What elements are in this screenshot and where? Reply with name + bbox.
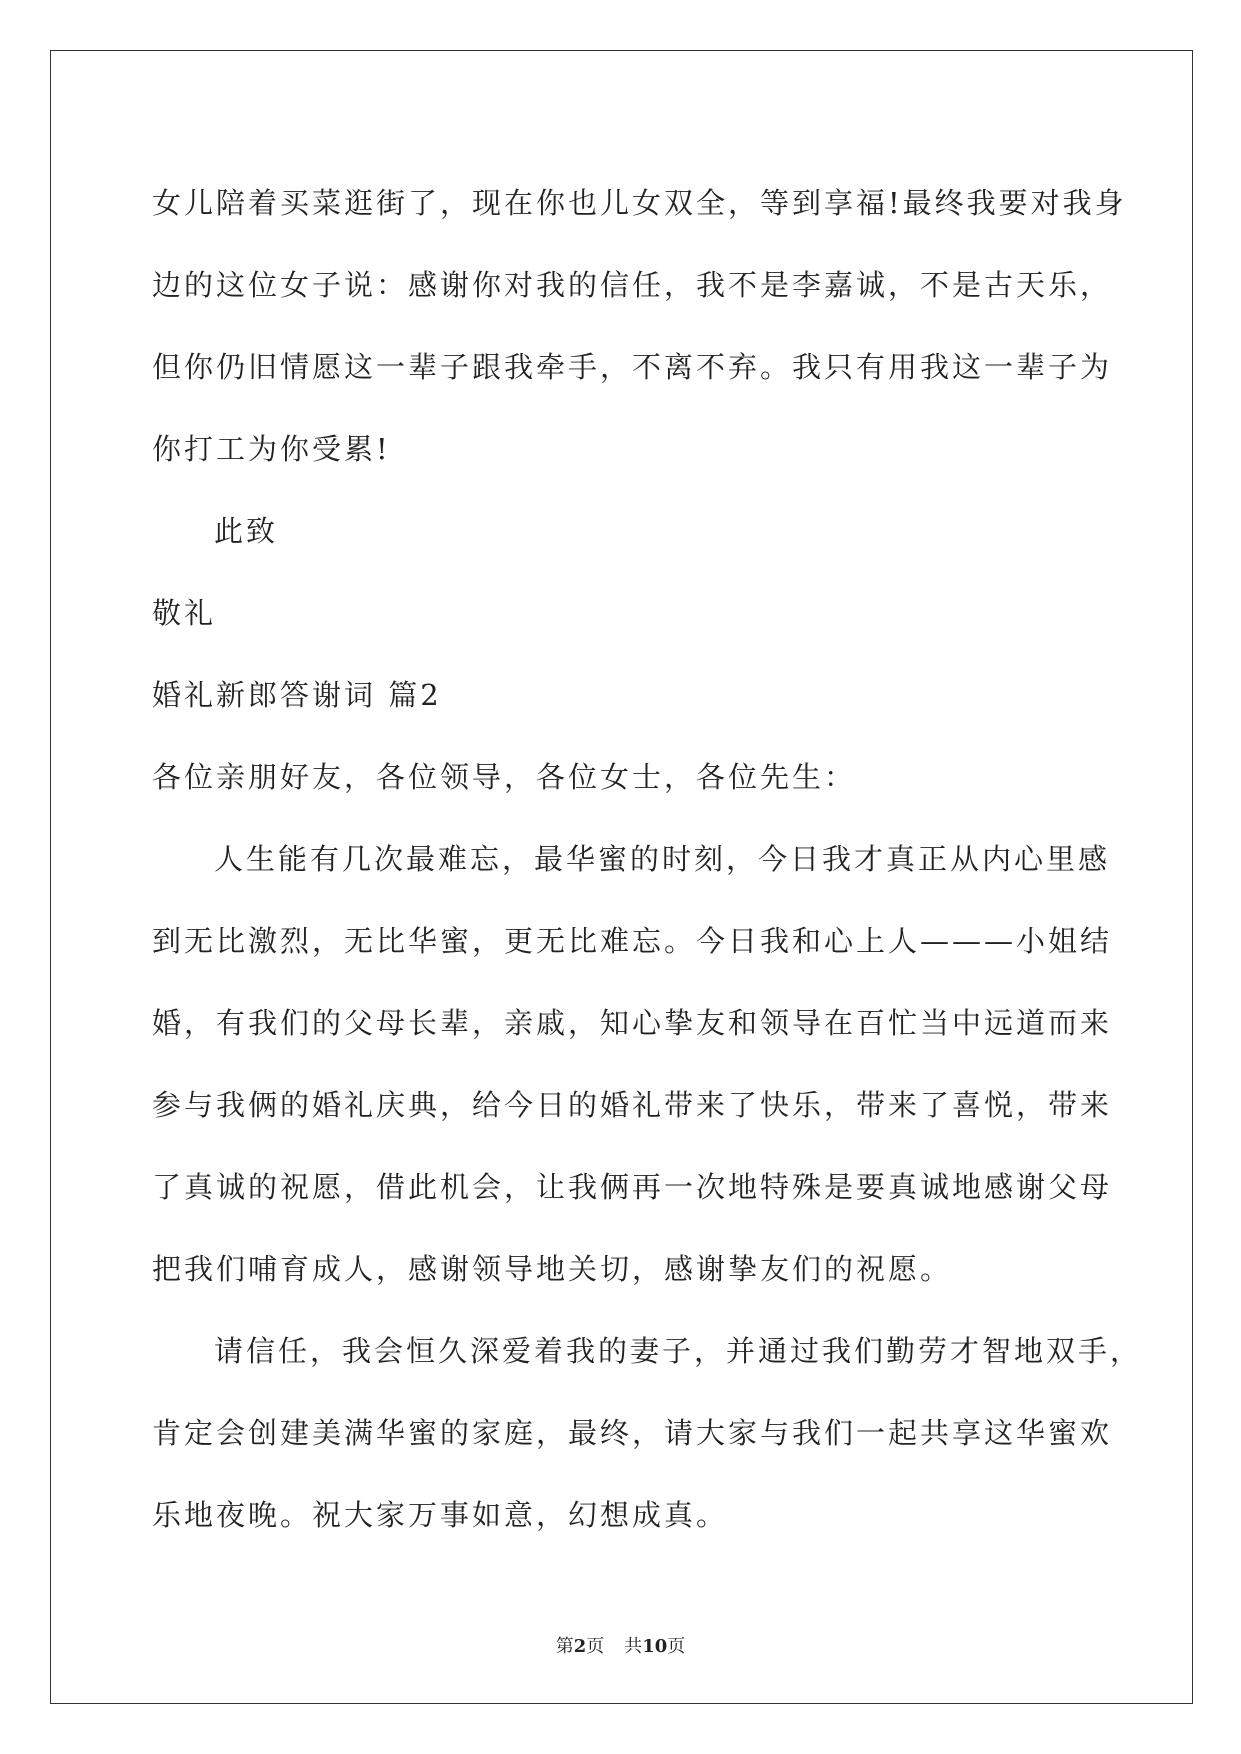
text-line: 参与我俩的婚礼庆典，给今日的婚礼带来了快乐，带来了喜悦，带来: [152, 1088, 1113, 1122]
text-line: 你打工为你受累!: [152, 432, 391, 466]
total-pages: 10: [642, 1636, 668, 1657]
closing-salutation: 此致: [214, 514, 279, 548]
closing-regards: 敬礼: [152, 596, 217, 630]
paragraph-start: 请信任，我会恒久深爱着我的妻子，并通过我们勤劳才智地双手，: [214, 1334, 1143, 1368]
paragraph-start: 人生能有几次最难忘，最华蜜的时刻，今日我才真正从内心里感: [214, 842, 1111, 876]
text-line: 但你仍旧情愿这一辈子跟我牵手，不离不弃。我只有用我这一辈子为: [152, 350, 1113, 384]
total-suffix: 页: [667, 1636, 686, 1657]
text-line: 肯定会创建美满华蜜的家庭，最终，请大家与我们一起共享这华蜜欢: [152, 1416, 1113, 1450]
text-line: 边的这位女子说：感谢你对我的信任，我不是李嘉诚，不是古天乐，: [152, 268, 1113, 302]
page-suffix: 页: [586, 1636, 605, 1657]
greeting-line: 各位亲朋好友，各位领导，各位女士，各位先生：: [152, 760, 857, 794]
text-line: 女儿陪着买菜逛街了，现在你也儿女双全，等到享福!最终我要对我身: [152, 186, 1127, 220]
text-line: 乐地夜晚。祝大家万事如意，幻想成真。: [152, 1498, 729, 1532]
page-footer: [0, 1632, 1241, 1658]
page-number: 2: [573, 1636, 587, 1657]
section-heading: 婚礼新郎答谢词 篇2: [152, 678, 442, 712]
text-line: 把我们哺育成人，感谢领导地关切，感谢挚友们的祝愿。: [152, 1252, 953, 1286]
total-prefix: 共: [624, 1636, 643, 1657]
document-body: [152, 162, 1143, 1556]
text-line: 婚，有我们的父母长辈，亲戚，知心挚友和领导在百忙当中远道而来: [152, 1006, 1113, 1040]
text-line: 到无比激烈，无比华蜜，更无比难忘。今日我和心上人———小姐结: [152, 924, 1113, 958]
text-line: 了真诚的祝愿，借此机会，让我俩再一次地特殊是要真诚地感谢父母: [152, 1170, 1113, 1204]
page-prefix: 第: [555, 1636, 574, 1657]
